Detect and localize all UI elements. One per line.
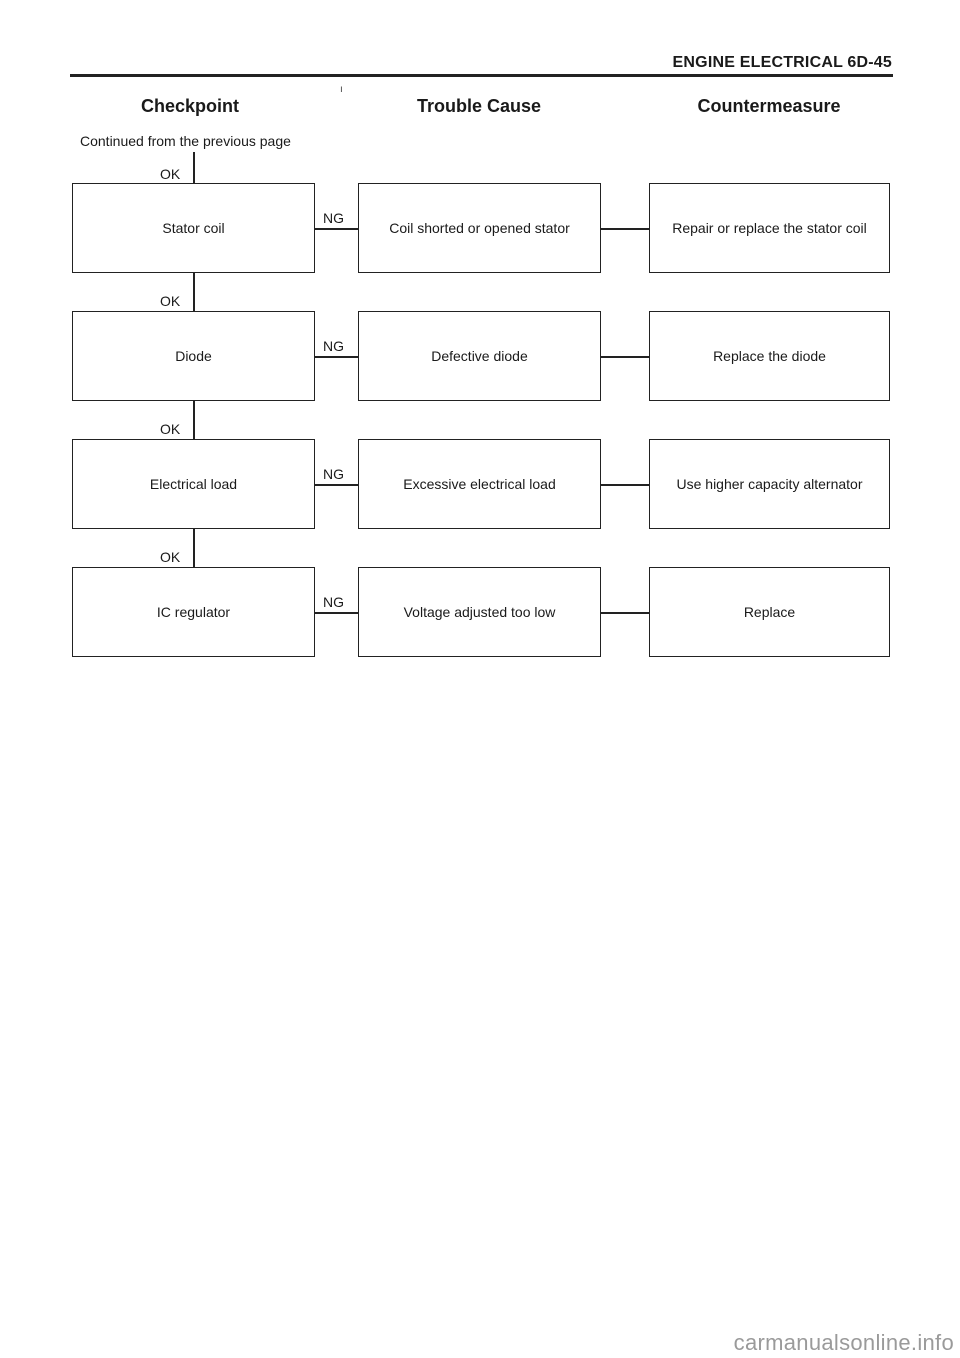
checkpoint-label: Diode [175, 348, 212, 364]
ng-connector [315, 484, 358, 486]
continued-note: Continued from the previous page [80, 133, 291, 149]
cause-box [358, 567, 601, 657]
header-rule [70, 74, 893, 77]
checkpoint-label: Stator coil [162, 220, 225, 236]
checkpoint-label: Electrical load [149, 476, 238, 492]
checkpoint-box [72, 439, 315, 529]
cause-label: Coil shorted or opened stator [389, 220, 570, 236]
watermark: carmanualsonline.info [733, 1330, 954, 1355]
scan-mark: ı [340, 84, 343, 95]
cause-box [358, 311, 601, 401]
connector-line [193, 152, 195, 184]
column-heading-countermeasure: Countermeasure [697, 96, 841, 116]
countermeasure-label: Replace [743, 604, 796, 620]
checkpoint-label: IC regulator [156, 604, 231, 620]
ng-label: NG [323, 338, 344, 354]
ng-connector [315, 228, 358, 230]
countermeasure-label: Replace the diode [713, 348, 826, 364]
countermeasure-box [649, 183, 890, 273]
connector-line [193, 401, 195, 439]
ng-connector [315, 612, 358, 614]
page-section-title: ENGINE ELECTRICAL 6D-45 [672, 54, 892, 71]
countermeasure-box [649, 311, 890, 401]
ok-label: OK [160, 421, 181, 437]
cause-box [358, 439, 601, 529]
cause-label: Excessive electrical load [403, 476, 556, 492]
countermeasure-connector [601, 356, 649, 358]
cause-box [358, 183, 601, 273]
countermeasure-connector [601, 484, 649, 486]
ng-label: NG [323, 466, 344, 482]
ng-label: NG [323, 594, 344, 610]
ng-connector [315, 356, 358, 358]
countermeasure-box [649, 567, 890, 657]
ok-label: OK [160, 166, 181, 182]
ok-label: OK [160, 293, 181, 309]
countermeasure-label: Use higher capacity alternator [676, 476, 863, 492]
cause-label: Voltage adjusted too low [403, 604, 556, 620]
countermeasure-label: Repair or replace the stator coil [672, 220, 867, 236]
checkpoint-box [72, 311, 315, 401]
countermeasure-connector [601, 612, 649, 614]
countermeasure-connector [601, 228, 649, 230]
checkpoint-box [72, 567, 315, 657]
connector-line [193, 529, 195, 567]
column-heading-trouble-cause: Trouble Cause [416, 96, 542, 116]
ok-label: OK [160, 549, 181, 565]
connector-line [193, 273, 195, 311]
checkpoint-box [72, 183, 315, 273]
column-heading-checkpoint: Checkpoint [140, 96, 240, 116]
countermeasure-box [649, 439, 890, 529]
cause-label: Defective diode [431, 348, 528, 364]
ng-label: NG [323, 210, 344, 226]
